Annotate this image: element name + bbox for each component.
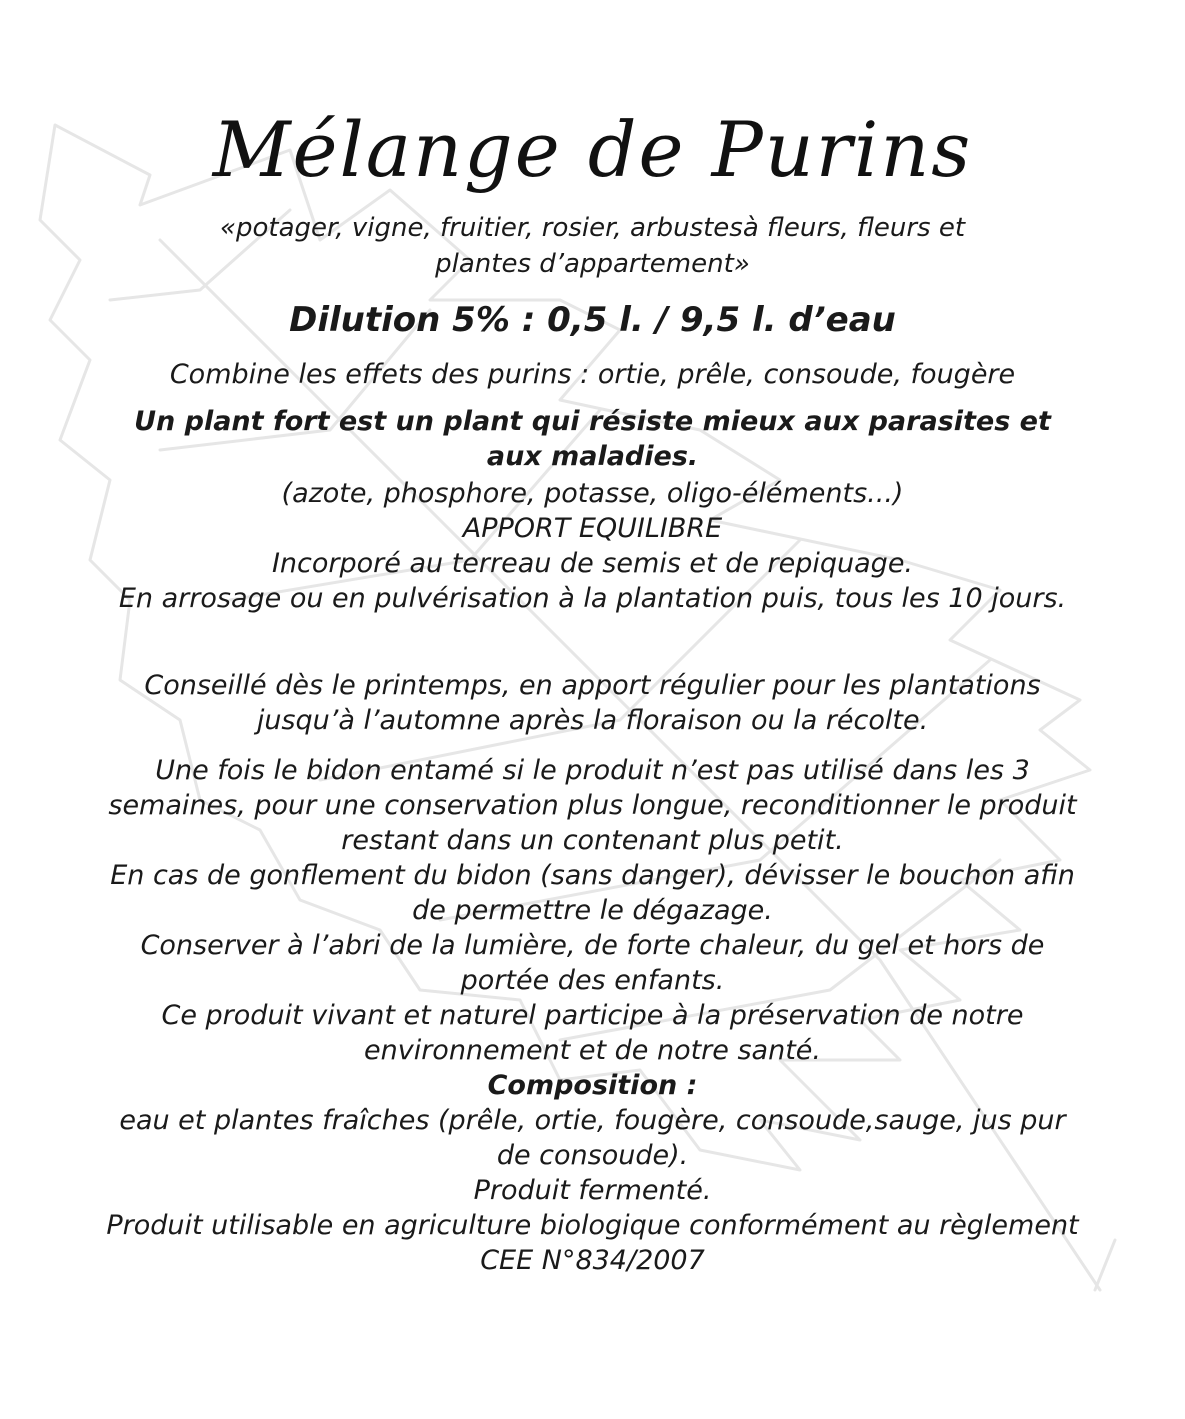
strong-plant-text: Un plant fort est un plant qui résiste mieux aux parasites et aux maladies.: [134, 406, 1051, 472]
storage-block: [100, 753, 1085, 1278]
vivant-text: Ce produit vivant et naturel participe à la préservation de notre environnement et de notre santé.: [161, 1000, 1024, 1066]
apport-block: [100, 476, 1085, 616]
dilution-line: Dilution 5% : 0,5 l. / 9,5 l. d’eau: [289, 300, 896, 340]
fermente-text: Produit fermenté.: [473, 1175, 712, 1206]
arrosage-text: En arrosage ou en pulvérisation à la plantation puis, tous les 10 jours.: [118, 583, 1067, 614]
product-title: Mélange de Purins: [212, 105, 973, 194]
composition-heading: Composition :: [487, 1070, 698, 1101]
combine-text: Combine les effets des purins : ortie, prêle, consoude, fougère: [169, 359, 1016, 390]
composition-text: eau et plantes fraîches (prêle, ortie, fougère, consoude,sauge, jus pur de consoude).: [119, 1105, 1066, 1171]
gonflement-text: En cas de gonflement du bidon (sans danger), dévisser le bouchon afin de permettre le dégazage.: [110, 860, 1075, 926]
usage-subtitle: «potager, vigne, fruitier, rosier, arbustesà fleurs, fleurs et plantes d’appartement»: [219, 213, 966, 279]
nutrients-text: (azote, phosphore, potasse, oligo-éléments...): [281, 478, 904, 509]
apport-text: APPORT EQUILIBRE: [462, 513, 723, 544]
bidon-text: Une fois le bidon entamé si le produit n’est pas utilisé dans les 3 semaines, pour une conservation plus longue, reconditionner le produit restant dans un contenant plus petit.: [108, 755, 1077, 856]
conserver-text: Conserver à l’abri de la lumière, de forte chaleur, du gel et hors de portée des enfants.: [140, 930, 1045, 996]
incorpore-text: Incorporé au terreau de semis et de repiquage.: [271, 548, 914, 579]
conseille-text: Conseillé dès le printemps, en apport régulier pour les plantations jusqu’à l’automne après la floraison ou la récolte.: [144, 670, 1041, 736]
bio-text: Produit utilisable en agriculture biologique conformément au règlement CEE N°834/2007: [106, 1210, 1079, 1276]
